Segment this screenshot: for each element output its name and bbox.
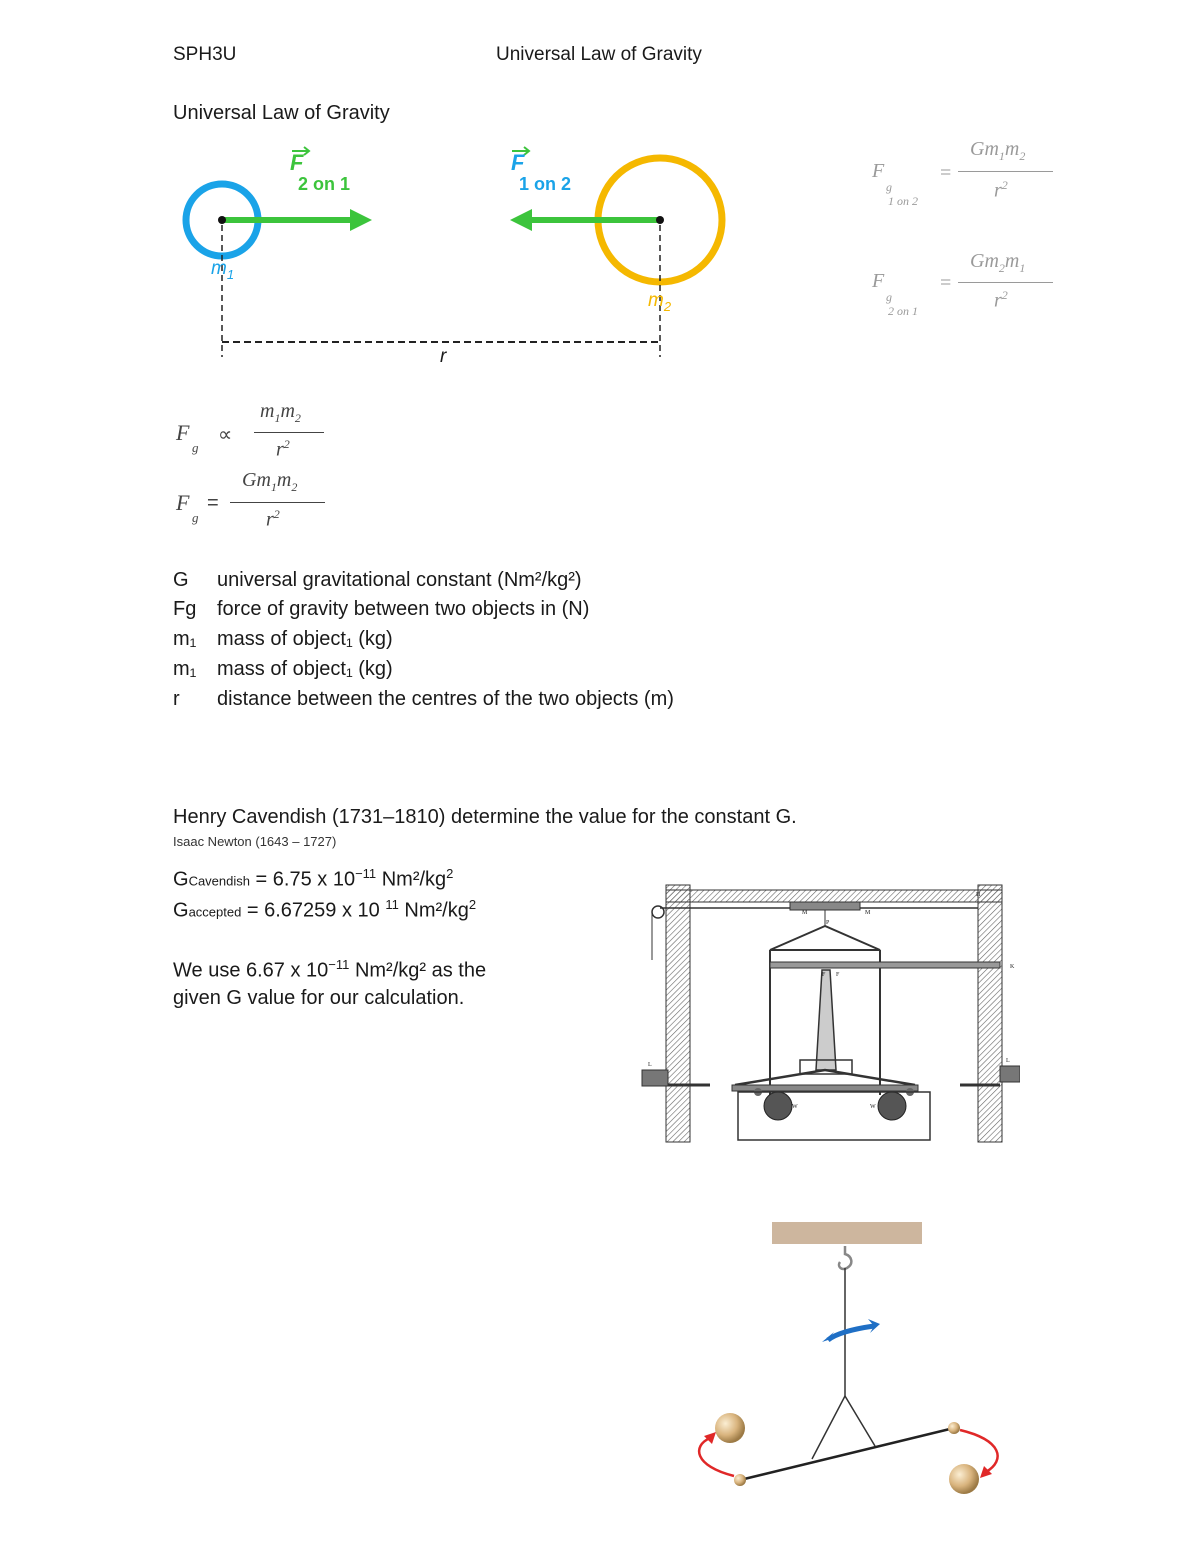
prop-formula-lhs-sub: g (192, 440, 199, 455)
newton-dates: Isaac Newton (1643 – 1727) (173, 834, 337, 849)
large-sphere (949, 1464, 979, 1494)
definition-symbol: r (173, 688, 180, 710)
definition-symbol: G (173, 569, 189, 591)
page-header-title: Universal Law of Gravity (496, 44, 702, 65)
definition-text: force of gravity between two objects in (N) (217, 598, 590, 620)
prop-formula-lhs: F (176, 420, 190, 445)
mass-2-label: $m_2$ (648, 290, 672, 314)
g-accepted-value: Gaccepted = 6.67259 x 10 $^{11}$ Nm²/$kg^2$ (173, 897, 477, 922)
side-formula-1-sub: g (886, 180, 892, 194)
mass-1-label: $m_1$ (211, 258, 235, 282)
eq-formula-den: $r^2$ (266, 507, 280, 531)
force-1-on-2-label: 1 on 2 (519, 174, 572, 194)
eq-formula-lhs-sub: g (192, 510, 199, 525)
large-sphere (715, 1413, 745, 1443)
side-formula-1-num: $Gm_1m_2$ (970, 138, 1026, 163)
side-formula-1-subsub: 1 on 2 (888, 194, 918, 208)
mass-2-center (656, 216, 664, 224)
r-label: r (440, 346, 447, 367)
apparatus-label: L (1006, 1058, 1010, 1064)
apparatus-label: W (870, 1104, 876, 1110)
side-formula-2-num: $Gm_2m_1$ (970, 250, 1026, 275)
side-formula-2-sub: g (886, 290, 892, 304)
force-1-on-2-arrowhead (510, 209, 532, 231)
eq-formula-bar (230, 502, 325, 503)
eq-formula-op: = (207, 492, 219, 514)
prop-formula-den: $r^2$ (276, 437, 290, 461)
side-formula-1-eq: = (940, 162, 952, 184)
definition-symbol: Fg (173, 598, 197, 620)
definition-text: mass of object₁ (kg) (217, 658, 393, 680)
cavendish-apparatus-illustration (640, 880, 1020, 1145)
eq-formula-num: $Gm_1m_2$ (242, 469, 298, 494)
eq-formula-lhs: F (176, 490, 190, 515)
definition-symbol: m₁ (173, 658, 197, 680)
force-2-on-1-symbol: F (290, 150, 304, 175)
rotation-arrow (828, 1326, 874, 1340)
definition-text: universal gravitational constant (Nm²/kg²) (217, 569, 582, 591)
small-sphere (734, 1474, 746, 1486)
side-formula-2-subsub: 2 on 1 (888, 304, 918, 318)
section-title: Universal Law of Gravity (173, 102, 390, 124)
small-sphere (948, 1422, 960, 1434)
apparatus-label: L (648, 1062, 652, 1068)
torsion-balance-diagram (690, 1218, 1010, 1503)
prop-formula-bar (254, 432, 324, 433)
apparatus-label: M (865, 910, 871, 916)
force-diagram (160, 135, 800, 375)
g-cavendish-value: GCavendish = 6.75 x $10^{-11}$ Nm²/$kg^2$ (173, 866, 454, 891)
cavendish-heading: Henry Cavendish (1731–1810) determine the value for the constant G. (173, 806, 797, 828)
definition-symbol: m₁ (173, 628, 197, 650)
definition-text: mass of object₁ (kg) (217, 628, 393, 650)
side-formula-2-eq: = (940, 272, 952, 294)
prop-formula-num: $m_1m_2$ (260, 400, 301, 425)
hook-icon (839, 1246, 851, 1269)
torsion-rod (740, 1428, 954, 1480)
force-2-on-1-arrowhead (350, 209, 372, 231)
side-formula-1-bar (958, 171, 1053, 172)
g-usage-line-2: given G value for our calculation. (173, 987, 465, 1009)
ceiling-block (772, 1222, 922, 1244)
apparatus-label: W (792, 1104, 798, 1110)
force-2-on-1-label: 2 on 1 (298, 174, 351, 194)
side-formula-2-bar (958, 282, 1053, 283)
attraction-arrowhead (704, 1432, 716, 1444)
apparatus-label: F (836, 972, 840, 978)
g-usage-line-1: We use 6.67 x $10^{-11}$ Nm²/kg² as the (173, 957, 487, 982)
prop-formula-op: ∝ (218, 424, 233, 446)
apparatus-label: F (822, 972, 826, 978)
apparatus-label: M (802, 910, 808, 916)
definition-text: distance between the centres of the two objects (m) (217, 688, 674, 710)
course-code: SPH3U (173, 44, 237, 65)
side-formula-2-lhs: F (872, 270, 885, 292)
attraction-arc (699, 1438, 734, 1476)
force-1-on-2-symbol: F (511, 150, 525, 175)
side-formula-1-lhs: F (872, 160, 885, 182)
apparatus-label: H (976, 892, 981, 898)
apparatus-label: P (826, 920, 830, 926)
apparatus-label: K (1010, 964, 1015, 970)
side-formula-1-den: $r^2$ (994, 178, 1008, 202)
side-formula-2-den: $r^2$ (994, 288, 1008, 312)
mass-1-center (218, 216, 226, 224)
